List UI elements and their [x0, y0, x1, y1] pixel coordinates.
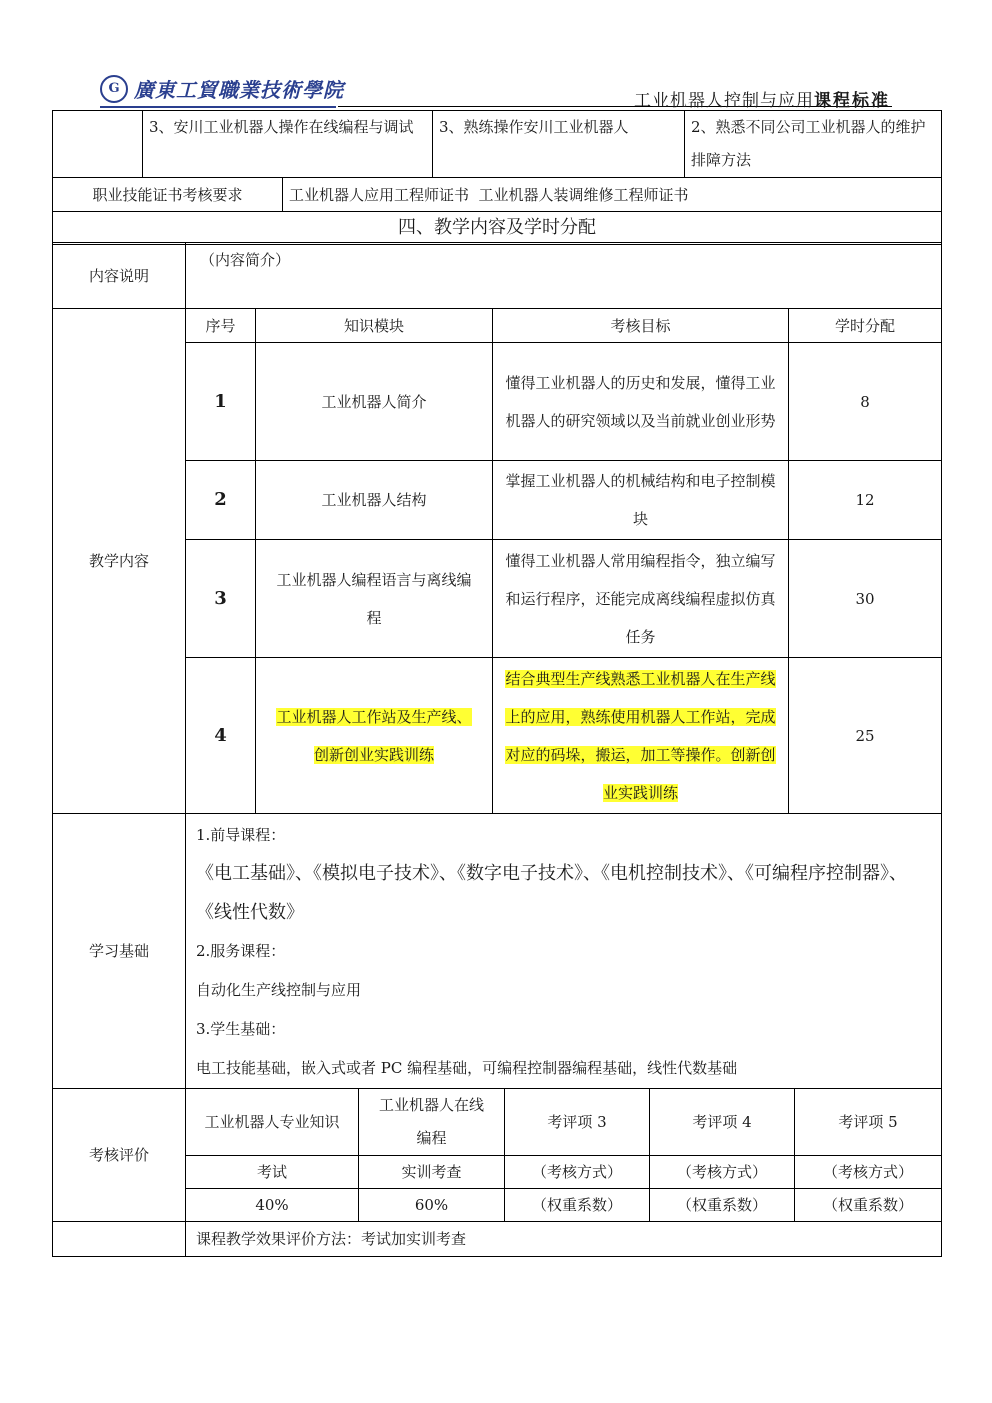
- row-goal: 懂得工业机器人常用编程指令，独立编写和运行程序，还能完成离线编程虚拟仿真任务: [493, 540, 789, 658]
- student-basics-title: 3.学生基础：: [196, 1020, 286, 1038]
- header-goal: 考核目标: [493, 309, 789, 343]
- assessment-method: （考核方式）: [505, 1156, 650, 1189]
- table-row: [53, 343, 942, 461]
- row-no: 2: [186, 461, 256, 540]
- row-hours: 8: [789, 343, 942, 461]
- assessment-label: 考核评价: [53, 1089, 186, 1222]
- assessment-item: 工业机器人专业知识: [186, 1089, 359, 1156]
- cert-label: 职业技能证书考核要求: [53, 178, 283, 212]
- page-header: [100, 72, 892, 111]
- teaching-label: 教学内容: [53, 309, 186, 814]
- logo-underline: [100, 106, 336, 108]
- section-title: 四、教学内容及学时分配: [53, 212, 942, 245]
- assessment-weight: 60%: [359, 1189, 505, 1222]
- foundation-content: [186, 814, 942, 1089]
- foundation-label: 学习基础: [53, 814, 186, 1089]
- assessment-weight: 40%: [186, 1189, 359, 1222]
- row-module: 工业机器人结构: [256, 461, 493, 540]
- table-row: [53, 658, 942, 814]
- pre-courses: 《电工基础》、《模拟电子技术》、《数字电子技术》、《电机控制技术》、《可编程序控制器》、《线性代数》: [196, 863, 907, 923]
- content-intro-value: （内容简介）: [186, 243, 942, 309]
- assessment-item: 工业机器人在线编程: [359, 1089, 505, 1156]
- cert-value: 工业机器人应用工程师证书 工业机器人装调维修工程师证书: [283, 178, 942, 212]
- assessment-weight: （权重系数）: [650, 1189, 795, 1222]
- row-no: 3: [186, 540, 256, 658]
- row-goal: [493, 658, 789, 814]
- ability-cell-3: 3、熟练操作安川工业机器人: [433, 111, 685, 178]
- assessment-weight: （权重系数）: [795, 1189, 942, 1222]
- document-title-plain: 工业机器人控制与应用: [634, 91, 814, 111]
- student-basics: 电工技能基础，嵌入式或者 PC 编程基础，可编程控制器编程基础，线性代数基础: [196, 1059, 738, 1077]
- header-module: 知识模块: [256, 309, 493, 343]
- row-goal: 懂得工业机器人的历史和发展，懂得工业机器人的研究领域以及当前就业创业形势: [493, 343, 789, 461]
- ability-empty-cell: [53, 111, 143, 178]
- row-module: 工业机器人简介: [256, 343, 493, 461]
- foundation-assessment-table: [52, 813, 942, 1257]
- assessment-item: 考评项 3: [505, 1089, 650, 1156]
- assessment-weight: （权重系数）: [505, 1189, 650, 1222]
- highlighted-module: 工业机器人工作站及生产线、创新创业实践训练: [276, 707, 472, 764]
- service-courses-title: 2.服务课程：: [196, 942, 286, 960]
- assessment-summary-spacer: [53, 1222, 186, 1257]
- row-module: 工业机器人编程语言与离线编程: [256, 540, 493, 658]
- school-logo: [100, 74, 344, 103]
- row-hours: 25: [789, 658, 942, 814]
- document-title-bold: 课程标准: [814, 91, 890, 111]
- row-no: 4: [186, 658, 256, 814]
- assessment-item: 考评项 4: [650, 1089, 795, 1156]
- highlighted-goal: 结合典型生产线熟悉工业机器人在生产线上的应用，熟练使用机器人工作站，完成对应的码垛，搬运，加工等操作。创新创业实践训练: [505, 669, 776, 802]
- assessment-item: 考评项 5: [795, 1089, 942, 1156]
- service-courses: 自动化生产线控制与应用: [196, 981, 362, 999]
- school-emblem-icon: G: [100, 75, 128, 103]
- assessment-method: （考核方式）: [650, 1156, 795, 1189]
- assessment-method: 考试: [186, 1156, 359, 1189]
- row-hours: 30: [789, 540, 942, 658]
- row-goal: 掌握工业机器人的机械结构和电子控制模块: [493, 461, 789, 540]
- ability-cell-2: 3、安川工业机器人操作在线编程与调试: [143, 111, 433, 178]
- course-standard-table-top: [52, 110, 942, 245]
- school-name: 廣東工貿職業技術學院: [134, 78, 344, 102]
- assessment-method: （考核方式）: [795, 1156, 942, 1189]
- row-hours: 12: [789, 461, 942, 540]
- row-no: 1: [186, 343, 256, 461]
- teaching-table: [52, 242, 942, 814]
- assessment-summary: 课程教学效果评价方法：考试加实训考查: [186, 1222, 942, 1257]
- table-row: [53, 461, 942, 540]
- ability-cell-4: 2、熟悉不同公司工业机器人的维护排障方法: [685, 111, 942, 178]
- table-row: [53, 540, 942, 658]
- header-hours: 学时分配: [789, 309, 942, 343]
- content-intro-label: 内容说明: [53, 243, 186, 309]
- header-no: 序号: [186, 309, 256, 343]
- row-module: [256, 658, 493, 814]
- assessment-method: 实训考查: [359, 1156, 505, 1189]
- document-title: [634, 86, 890, 111]
- pre-courses-title: 1.前导课程：: [196, 826, 286, 844]
